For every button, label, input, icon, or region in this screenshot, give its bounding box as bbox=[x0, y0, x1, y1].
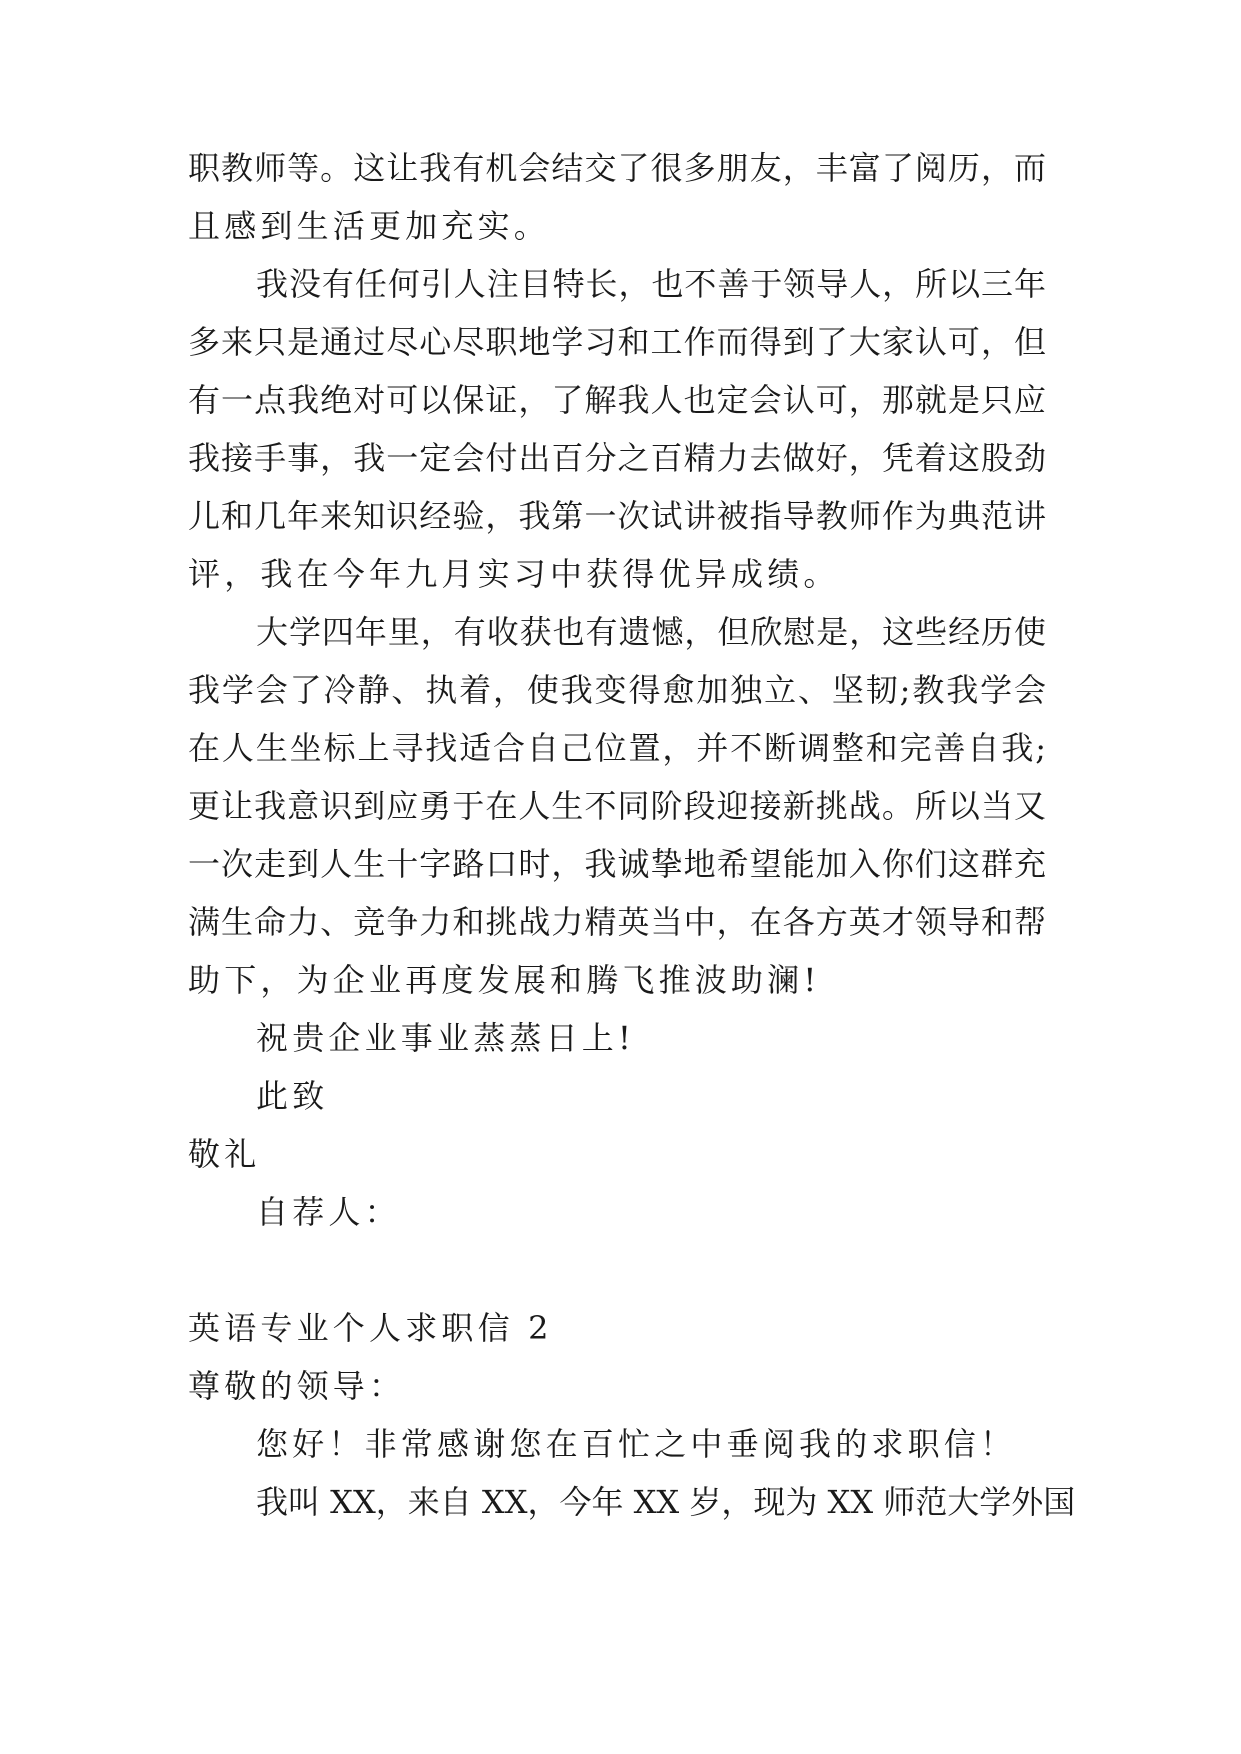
text-line: 我学会了冷静、执着，使我变得愈加独立、坚韧;教我学会 bbox=[188, 671, 1046, 709]
text-line: 更让我意识到应勇于在人生不同阶段迎接新挑战。所以当又 bbox=[188, 787, 1046, 825]
greeting: 尊敬的领导： bbox=[188, 1367, 406, 1405]
paragraph-start-line: 我没有任何引人注目特长，也不善于领导人，所以三年 bbox=[256, 265, 1046, 303]
opening-line: 您好！非常感谢您在百忙之中垂阅我的求职信！ bbox=[256, 1425, 1017, 1463]
salutation-cizhi: 此致 bbox=[256, 1077, 329, 1115]
text-line: 儿和几年来知识经验，我第一次试讲被指导教师作为典范讲 bbox=[188, 497, 1046, 535]
text-line: 满生命力、竞争力和挑战力精英当中，在各方英才领导和帮 bbox=[188, 903, 1046, 941]
text-line: 且感到生活更加充实。 bbox=[188, 207, 551, 245]
text-line: 一次走到人生十字路口时，我诚挚地希望能加入你们这群充 bbox=[188, 845, 1046, 883]
text-line: 我接手事，我一定会付出百分之百精力去做好，凭着这股劲 bbox=[188, 439, 1046, 477]
section-title: 英语专业个人求职信 2 bbox=[188, 1309, 553, 1347]
text-line: 评，我在今年九月实习中获得优异成绩。 bbox=[188, 555, 840, 593]
text-line: 多来只是通过尽心尽职地学习和工作而得到了大家认可，但 bbox=[188, 323, 1046, 361]
signature-label: 自荐人： bbox=[256, 1193, 401, 1231]
closing-wish: 祝贵企业事业蒸蒸日上! bbox=[256, 1019, 636, 1057]
text-line: 职教师等。这让我有机会结交了很多朋友，丰富了阅历，而 bbox=[188, 149, 1046, 187]
text-line: 助下，为企业再度发展和腾飞推波助澜! bbox=[188, 961, 821, 999]
text-line: 有一点我绝对可以保证，了解我人也定会认可，那就是只应 bbox=[188, 381, 1046, 419]
paragraph-start-line: 我叫 XX，来自 XX，今年 XX 岁，现为 XX 师范大学外国 bbox=[256, 1483, 1076, 1521]
text-line: 在人生坐标上寻找适合自己位置，并不断调整和完善自我; bbox=[188, 729, 1046, 767]
paragraph-start-line: 大学四年里，有收获也有遗憾，但欣慰是，这些经历使 bbox=[256, 613, 1046, 651]
salutation-jingli: 敬礼 bbox=[188, 1135, 261, 1173]
